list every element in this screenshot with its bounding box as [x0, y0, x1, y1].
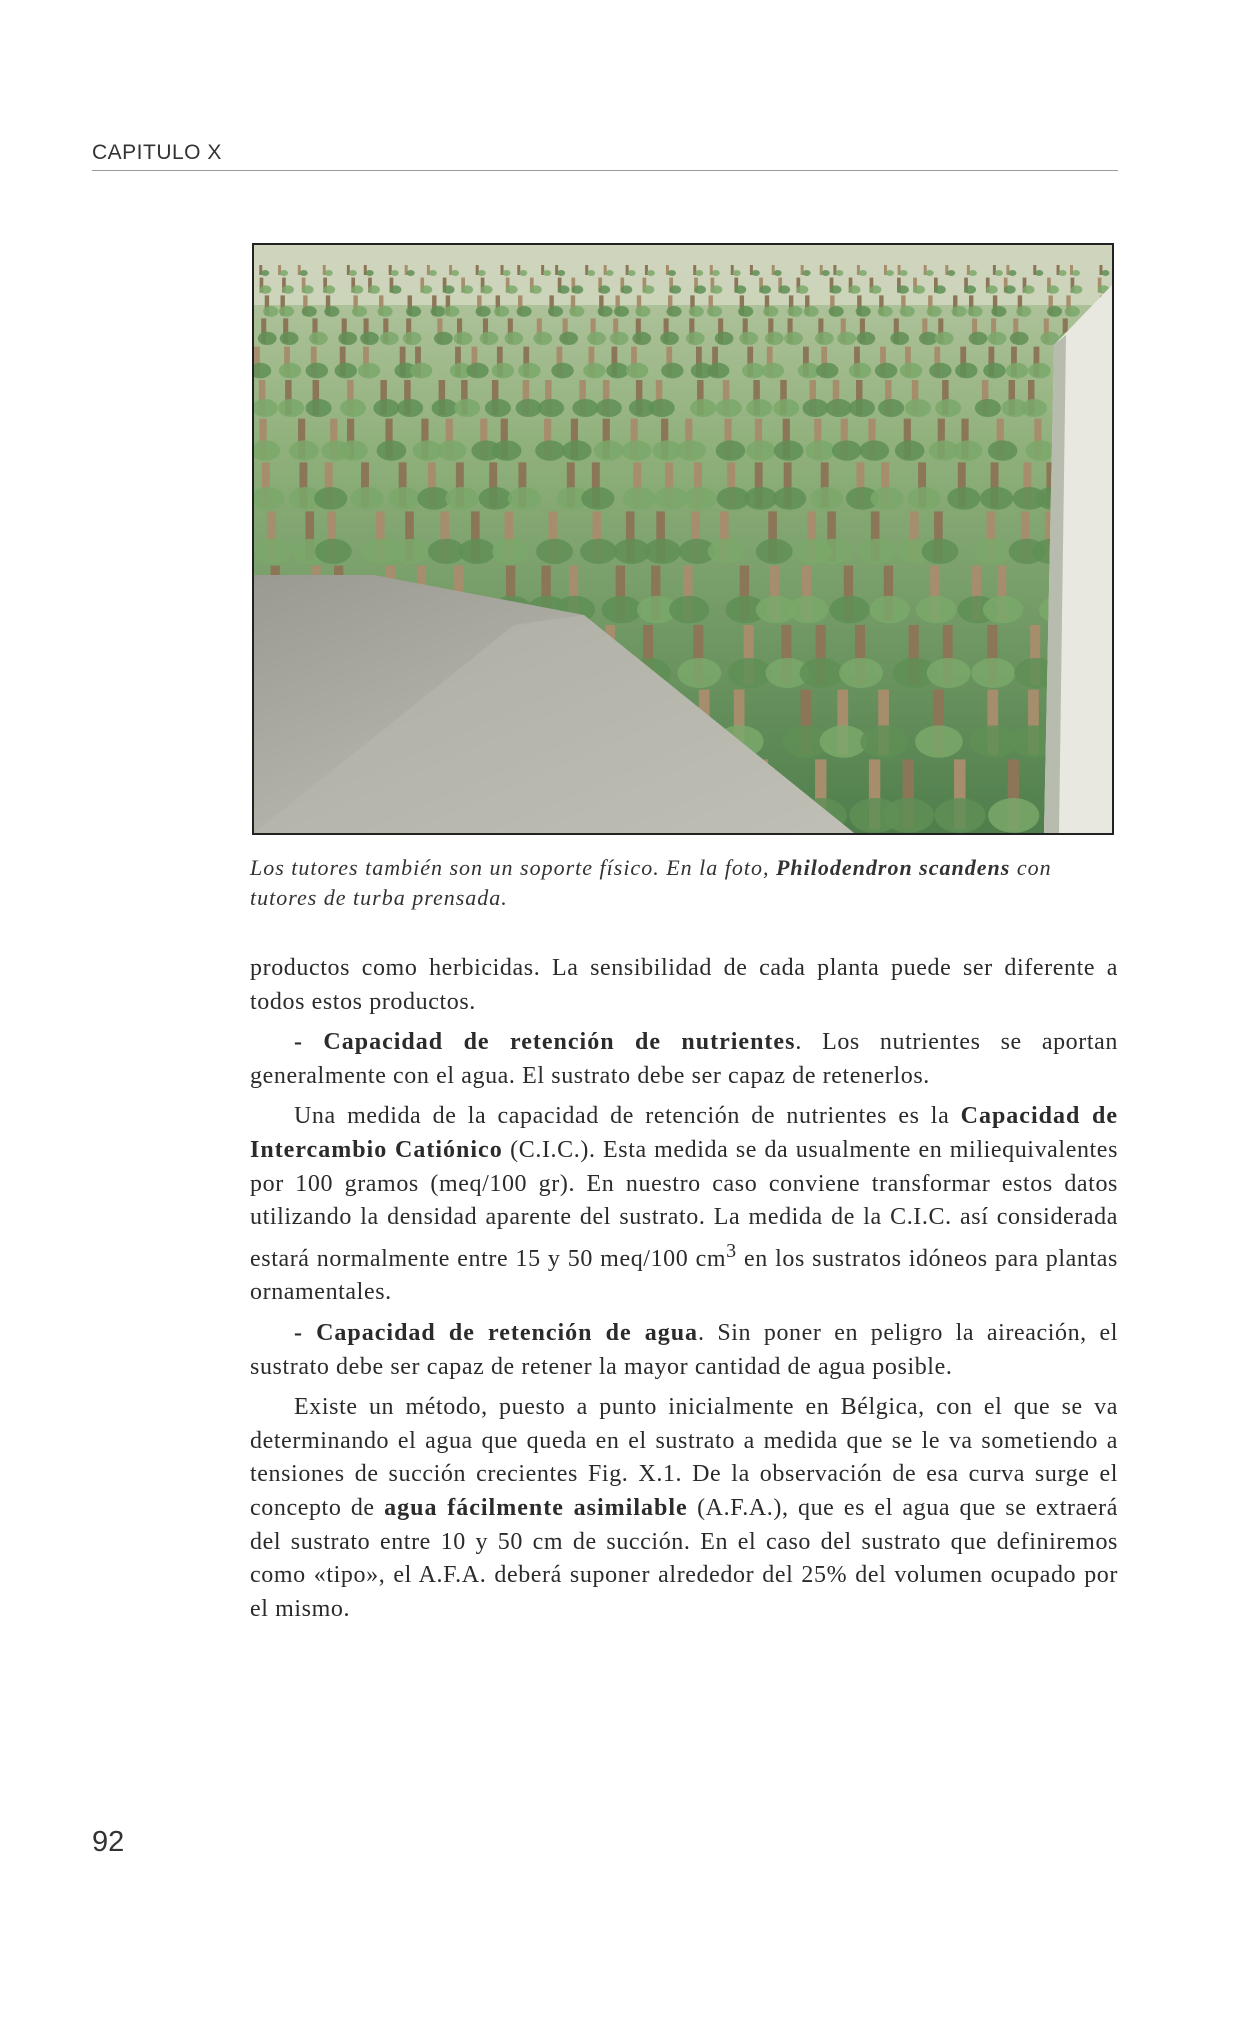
- caption-text-start: Los tutores también son un soporte físico. En la foto,: [250, 855, 776, 880]
- paragraph-4: - Capacidad de retención de agua. Sin poner en peligro la aireación, el sustrato debe ser capaz de retener la mayor cantidad de agua posible.: [250, 1319, 1118, 1380]
- paragraph-3: Una medida de la capacidad de retención de nutrientes es la Capacidad de Intercambio Catiónico (C.I.C.). Esta medida se da usualmente en miliequivalentes por 100 gramos (meq/100 gr). En nuestro caso conviene transformar estos datos utilizando la densidad aparente del sustrato. La medida de la C.I.C. así considerada estará normalmente entre 15 y 50 meq/100 $cm^3$ en los sustratos idóneos para plantas ornamentales.: [250, 1103, 1119, 1306]
- caption-species: Philodendron scandens: [775, 855, 1011, 880]
- paragraph-1: productos como herbicidas. La sensibilidad de cada planta puede ser diferente a todos estos productos.: [250, 955, 1118, 1015]
- photo-caption: [250, 853, 1110, 913]
- chapter-header: CAPITULO X: [92, 141, 222, 164]
- paragraph-5: Existe un método, puesto a punto inicialmente en Bélgica, con el que se va determinando el agua que queda en el sustrato a medida que se le va sometiendo a tensiones de succión crecientes Fig. X.1. De la observación de esa curva surge el concepto de agua fácilmente asimilable (A.F.A.), que es el agua que se extraerá del sustrato entre 10 y 50 cm de succión. En el caso del sustrato que definiremos como «tipo», el A.F.A. deberá suponer alrededor del 25% del volumen ocupado por el mismo.: [250, 1394, 1118, 1622]
- plant-photo: [252, 243, 1114, 835]
- body-text: [250, 952, 1118, 1633]
- caption-text-end: con tutores de turba prensada.: [250, 855, 1052, 910]
- paragraph-2: - Capacidad de retención de nutrientes. Los nutrientes se aportan generalmente con el agua. El sustrato debe ser capaz de retenerlos.: [250, 1029, 1118, 1089]
- page-number: 92: [92, 1826, 125, 1858]
- header-rule: [92, 170, 1118, 171]
